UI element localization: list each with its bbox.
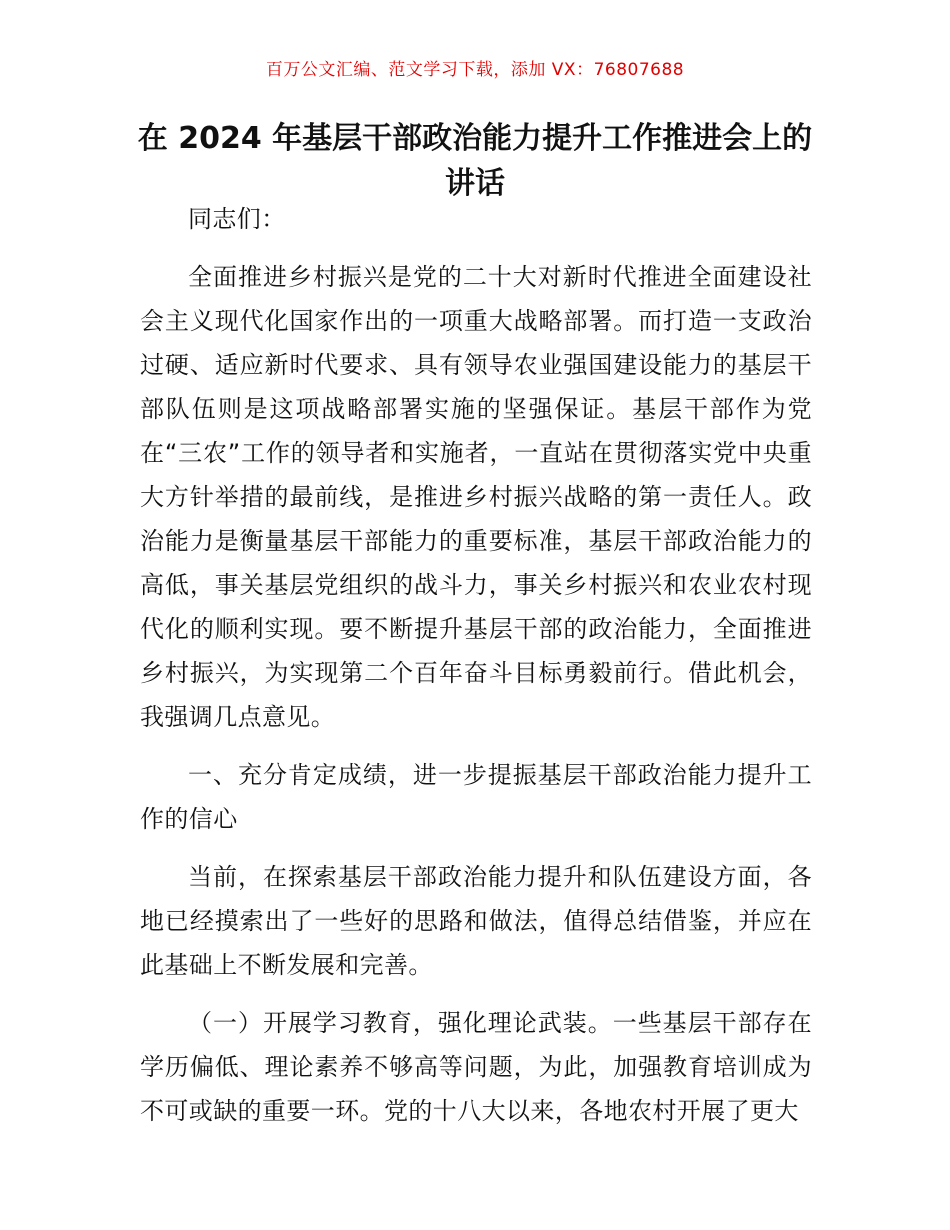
subsection-paragraph: （一）开展学习教育，强化理论武装。一些基层干部存在学历偏低、理论素养不够高等问题，为此，加强教育培训成为不可或缺的重要一环。党的十八大以来，各地农村开展了更大 <box>140 1009 812 1125</box>
intro-paragraph: 全面推进乡村振兴是党的二十大对新时代推进全面建设社会主义现代化国家作出的一项重大战略部署。而打造一支政治过硬、适应新时代要求、具有领导农业强国建设能力的基层干部队伍则是这项战略部署实施的坚强保证。基层干部作为党在“三农”工作的领导者和实施者，一直站在贯彻落实党中央重大方针举措的最前线，是推进乡村振兴战略的第一责任人。政治能力是衡量基层干部能力的重要标准，基层干部政治能力的高低，事关基层党组织的战斗力，事关乡村振兴和农业农村现代化的顺利实现。要不断提升基层干部的政治能力，全面推进乡村振兴，为实现第二个百年奋斗目标勇毅前行。借此机会，我强调几点意见。 <box>140 263 812 731</box>
section-heading: 一、充分肯定成绩，进一步提振基层干部政治能力提升工作的信心 <box>140 761 812 833</box>
document-body <box>140 197 812 1147</box>
document-title: 在 2024 年基层干部政治能力提升工作推进会上的讲话 <box>137 121 813 201</box>
header-note: 百万公文汇编、范文学习下载，添加 VX：76807688 <box>265 60 685 80</box>
salutation: 同志们： <box>188 205 286 233</box>
body-paragraph: 当前，在探索基层干部政治能力提升和队伍建设方面，各地已经摸索出了一些好的思路和做法，值得总结借鉴，并应在此基础上不断发展和完善。 <box>140 863 812 979</box>
